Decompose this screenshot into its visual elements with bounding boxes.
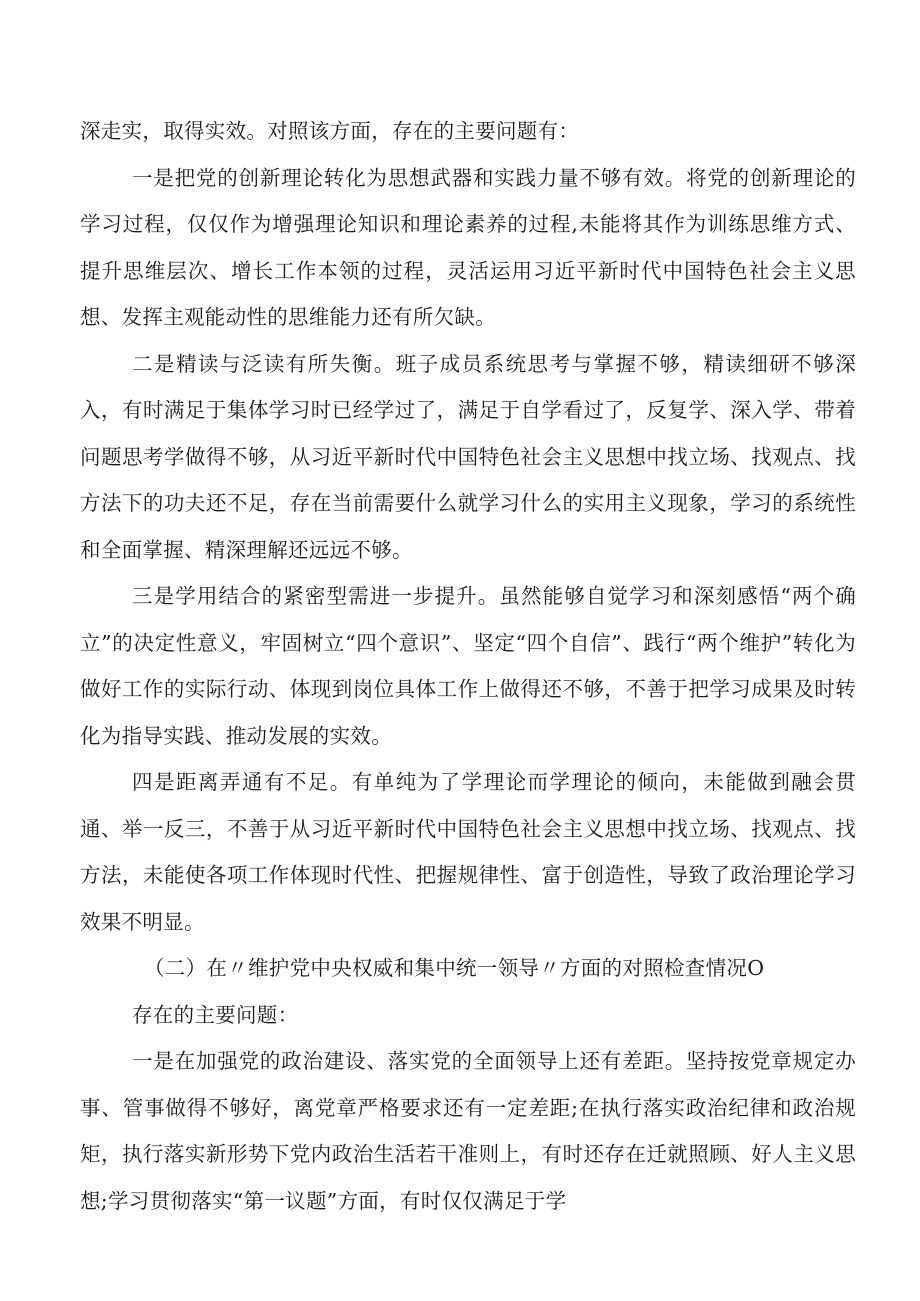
paragraph-point-three: 三是学用结合的紧密型需进一步提升。虽然能够自觉学习和深刻感悟“两个确立”的决定性意义，牢固树立“四个意识”、坚定“四个自信”、践行“两个维护”转化为做好工作的实际行动、体现到岗位具体工作上做得还不够，不善于把学习成果及时转化为指导实践、推动发展的实效。 <box>80 584 856 748</box>
paragraph-point-two: 二是精读与泛读有所失衡。班子成员系统思考与掌握不够，精读细研不够深入，有时满足于集体学习时已经学过了，满足于自学看过了，反复学、深入学、带着问题思考学做得不够，从习近平新时代中国特色社会主义思想中找立场、找观点、找方法下的功夫还不足，存在当前需要什么就学习什么的实用主义现象，学习的系统性和全面掌握、精深理解还远远不够。 <box>80 351 856 562</box>
paragraph-main-problems-label: 存在的主要问题： <box>132 1002 299 1027</box>
paragraph-point-four: 四是距离弄通有不足。有单纯为了学理论而学理论的倾向，未能做到融会贯通、举一反三，不善于从习近平新时代中国特色社会主义思想中找立场、找观点、找方法，未能使各项工作体现时代性、把握规律性、富于创造性，导致了政治理论学习效果不明显。 <box>80 770 856 934</box>
paragraph-continuation: 深走实，取得实效。对照该方面，存在的主要问题有： <box>80 119 580 143</box>
section-heading-two: （二）在〃维护党中央权威和集中统一领导〃方面的对照检查情况O <box>144 956 765 980</box>
document-body <box>80 108 856 1224</box>
paragraph-point-one: 一是把党的创新理论转化为思想武器和实践力量不够有效。将党的创新理论的学习过程，仅仅作为增强理论知识和理论素养的过程,未能将其作为训练思维方式、提升思维层次、增长工作本领的过程，灵活运用习近平新时代中国特色社会主义思想、发挥主观能动性的思维能力还有所欠缺。 <box>80 165 856 329</box>
paragraph-section-two-point-one: 一是在加强党的政治建设、落实党的全面领导上还有差距。坚持按党章规定办事、管事做得不够好，离党章严格要求还有一定差距;在执行落实政治纪律和政治规矩，执行落实新形势下党内政治生活若干准则上，有时还存在迁就照顾、好人主义思想;学习贯彻落实“第一议题”方面，有时仅仅满足于学 <box>80 1049 856 1213</box>
